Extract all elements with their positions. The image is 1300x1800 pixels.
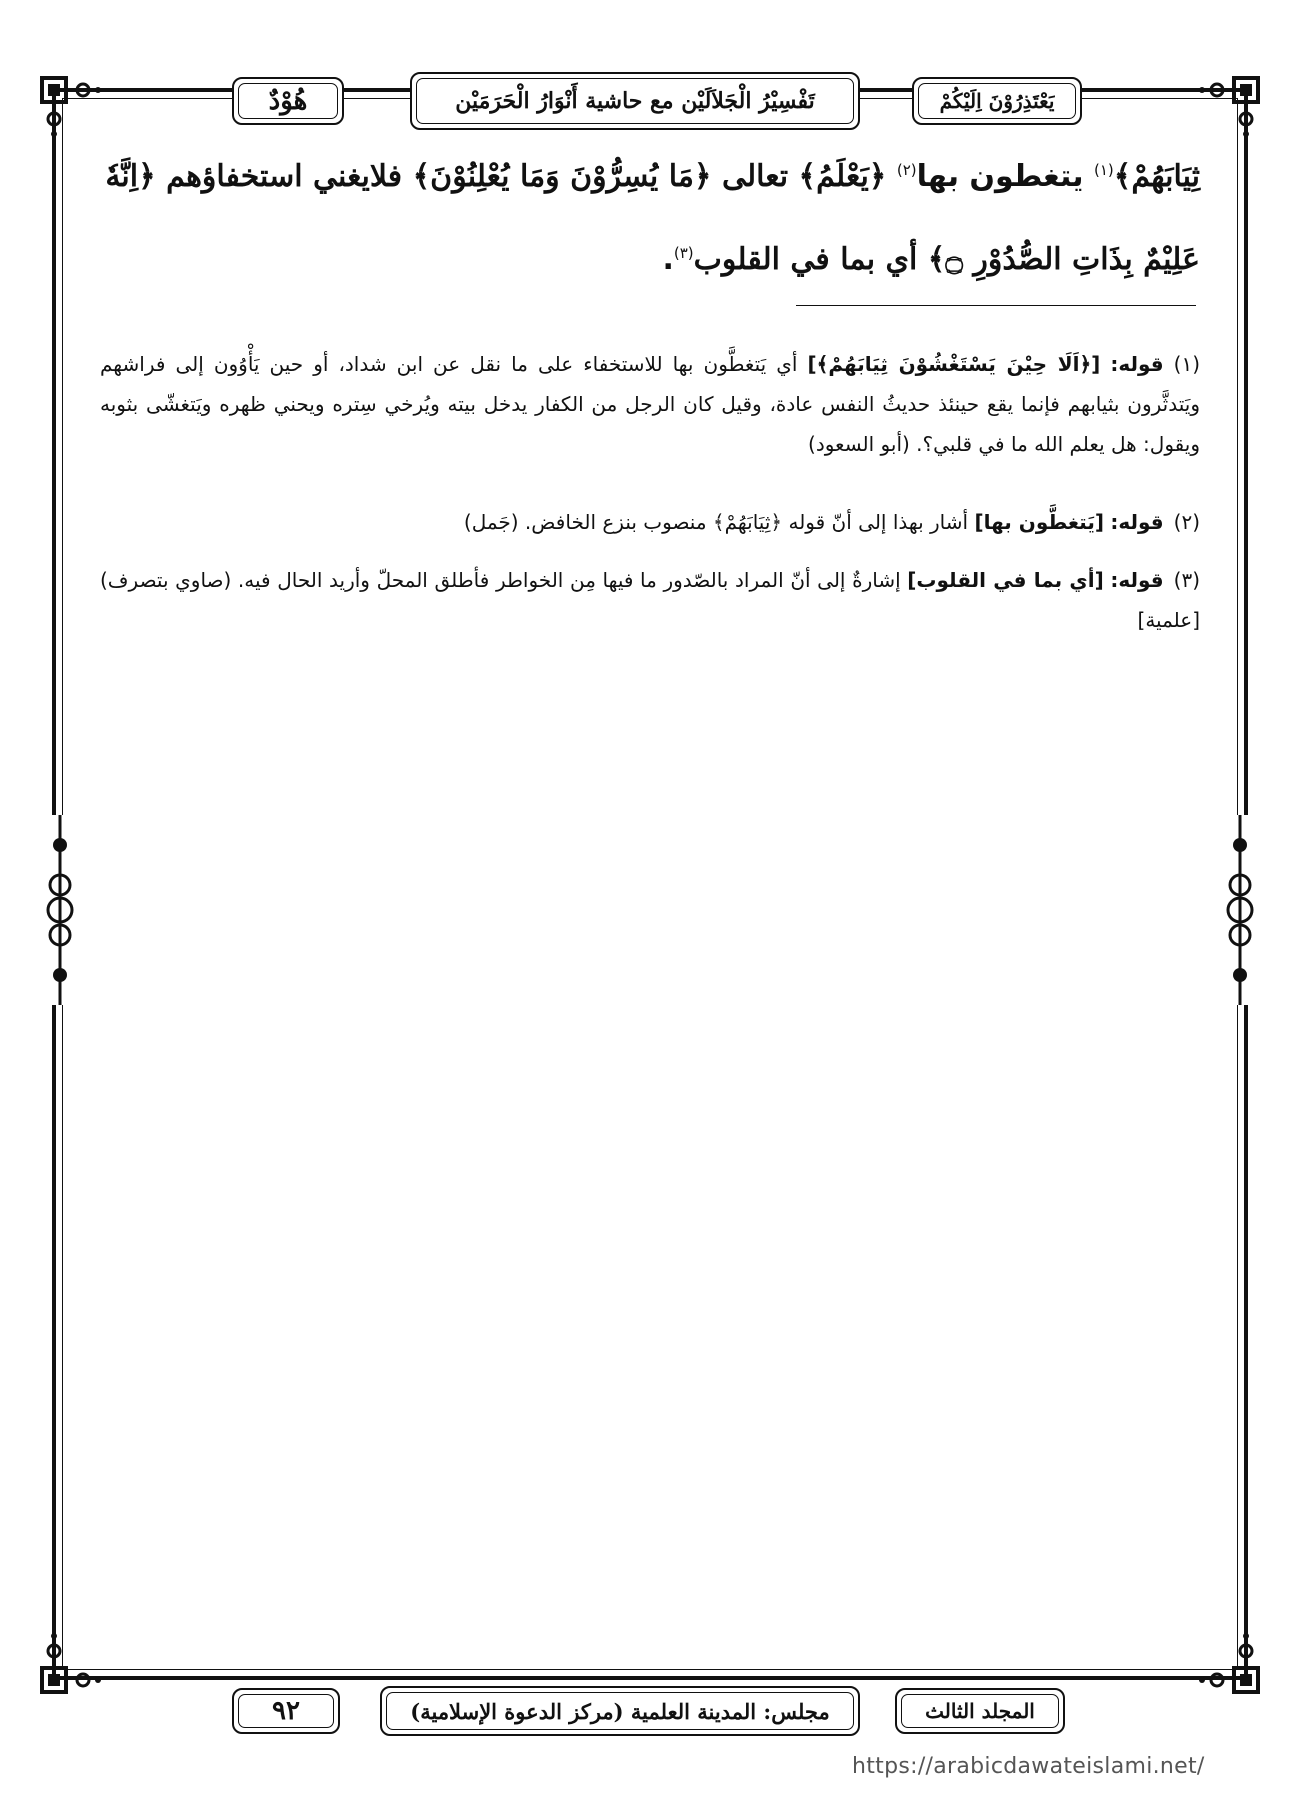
main-text-line-1: ثِيَابَهُمْ﴾$^{(١)}$ يتغطون بها$^{(٢)}$ ﴿يَعْلَمُ﴾ تعالى ﴿مَا يُسِرُّوْنَ وَمَا يُعْلِنُوْنَ﴾ فلايغني استخفاؤهم ﴿اِنَّهٗ bbox=[105, 159, 1200, 194]
side-ornament-icon bbox=[1223, 815, 1257, 1005]
side-ornament-icon bbox=[43, 815, 77, 1005]
header-book-title: تَفْسِيْرُ الْجَلاَلَيْن مع حاشية أَنْوَارُ الْحَرَمَيْن bbox=[410, 72, 860, 130]
page-number: ٩٢ bbox=[232, 1688, 340, 1734]
header-juz-label: يَعْتَذِرُوْنَ اِلَيْكُمْ bbox=[912, 77, 1082, 125]
page-frame-inner bbox=[62, 98, 1238, 1670]
footnote-ref-3[interactable]: (٣) bbox=[673, 244, 694, 262]
footnote-1: (١)قوله: [﴿اَلَا حِيْنَ يَسْتَغْشُوْنَ ثِيَابَهُمْ﴾] أي يَتغطَّون بها للاستخفاء على ما نقل عن ابن شداد، أو حين يَأْوُون إلى فراشهم ويَتدثَّرون بثيابهم فإنما يقع حينئذ حديثُ النفس عادة، وقيل كان الرجل من الكفار يدخل بيته ويُرخي سِتره ويحني ظهره ويَتغشّى بثوبه ويقول: هل يعلم الله ما في قلبي؟. (أبو السعود) bbox=[100, 352, 1201, 456]
corner-ornament-icon bbox=[38, 1626, 108, 1696]
footnote-divider bbox=[796, 305, 1196, 306]
footnote-ref-1[interactable]: (١) bbox=[1093, 161, 1114, 179]
header-surah-label: هُوْدٌ bbox=[232, 77, 344, 125]
footnote-ref-2[interactable]: (٢) bbox=[896, 161, 917, 179]
footer-volume: المجلد الثالث bbox=[895, 1688, 1065, 1734]
corner-ornament-icon bbox=[1192, 1626, 1262, 1696]
footnote-3: (٣)قوله: [أي بما في القلوب] إشارةٌ إلى أنّ المراد بالصّدور ما فيها مِن الخواطر فأطلق المحلّ وأريد الحال فيه. (صاوي بتصرف) [علمية] bbox=[100, 568, 1201, 632]
watermark-url: https://arabicdawateislami.net/ bbox=[852, 1754, 1205, 1779]
corner-ornament-icon bbox=[38, 74, 108, 144]
footnote-2: (٢)قوله: [يَتغطَّون بها] أشار بهذا إلى أنّ قوله ﴿ثِيَابَهُمْ﴾ منصوب بنزع الخافض. (جَمل) bbox=[463, 510, 1200, 534]
footer-publisher: مجلس: المدينة العلمية (مركز الدعوة الإسلامية) bbox=[380, 1686, 860, 1736]
main-text-line-2: عَلِيْمٌ بِذَاتِ الصُّدُوْرِ ۝﴾ أي بما في القلوب$^{(٣)}$. bbox=[662, 242, 1200, 277]
corner-ornament-icon bbox=[1192, 74, 1262, 144]
